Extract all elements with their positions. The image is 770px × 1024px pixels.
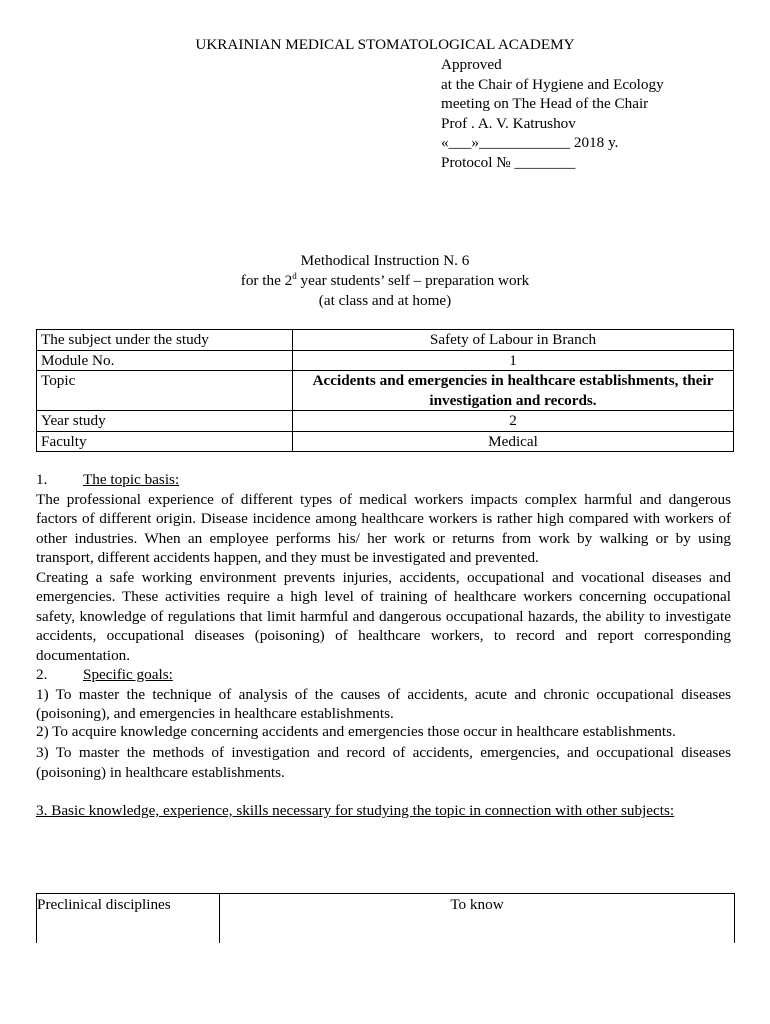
subject-info-table [36, 329, 734, 452]
approval-line: Approved [441, 56, 502, 73]
table-row [37, 350, 734, 371]
table-row [37, 371, 734, 411]
title-line-2 [0, 271, 770, 291]
academy-name: UKRAINIAN MEDICAL STOMATOLOGICAL ACADEMY [195, 36, 575, 53]
goal-item: 2) To acquire knowledge concerning accidents and emergencies those occur in healthcare establishments. [36, 722, 676, 740]
row-value: Safety of Labour in Branch [293, 330, 734, 351]
row-label: Year study [37, 411, 293, 432]
table-row [37, 431, 734, 452]
table-row [37, 330, 734, 351]
paragraph: Creating a safe working environment prevents injuries, accidents, occupational and vocational diseases and emergencies. These activities require a high level of training of healthcare workers concerning occupational safety, knowledge of regulations that limit harmful and dangerous occupational hazards, the ability to investigate accidents, occupational diseases (poisoning) of healthcare workers, to record and report corresponding documentation. [36, 568, 731, 664]
approval-line: at the Chair of Hygiene and Ecology [441, 75, 664, 93]
row-value: Medical [293, 431, 734, 452]
title-line-1: Methodical Instruction N. 6 [300, 252, 470, 269]
title-superscript: d [292, 271, 297, 281]
column-header: Preclinical disciplines [37, 894, 220, 944]
disciplines-table [36, 893, 735, 943]
goal-item: 3) To master the methods of investigation and record of accidents, emergencies, and occupational diseases (poisoning) in healthcare establishments. [36, 744, 731, 781]
approval-line: Protocol № ________ [441, 153, 576, 171]
table-row [37, 894, 735, 944]
goal-item: 1) To master the technique of analysis of the causes of accidents, acute and chronic occupational diseases (poisoning), and emergencies in healthcare establishments. [36, 685, 731, 722]
title-line-2-start: for the 2 [240, 272, 293, 289]
title-line-3: (at class and at home) [318, 292, 452, 309]
row-label: Topic [37, 371, 293, 411]
topic-value: Accidents and emergencies in healthcare establishments, their investigation and records. [293, 371, 734, 411]
approval-line: meeting on The Head of the Chair [441, 95, 649, 113]
section-2-heading [36, 665, 731, 685]
column-header: To know [220, 894, 735, 944]
row-label: Module No. [37, 350, 293, 371]
row-value: 2 [293, 411, 734, 432]
row-label: Faculty [37, 431, 293, 452]
paragraph: The professional experience of different types of medical workers impacts complex harmful and dangerous factors of different origin. Disease incidence among healthcare workers is rather high compared with workers of other industries. When an employee performs his/ her work or returns from work by walking or by using transport, different accidents happen, and they must be investigated and prevented. [36, 490, 731, 566]
document-body [36, 470, 731, 821]
section-title: The topic basis: [83, 471, 180, 488]
approval-line: Prof . A. V. Katrushov [441, 114, 576, 132]
section-3-heading: 3. Basic knowledge, experience, skills necessary for studying the topic in connection with other subjects: [36, 802, 675, 819]
section-number: 2. [36, 666, 48, 683]
instruction-title [0, 251, 770, 311]
approval-block [441, 55, 664, 173]
row-value: 1 [293, 350, 734, 371]
table-row [37, 411, 734, 432]
section-number: 1. [36, 471, 48, 488]
title-line-2-end: year students’ self – preparation work [296, 272, 530, 289]
section-title: Specific goals: [83, 666, 173, 683]
row-label: The subject under the study [37, 330, 293, 351]
section-1-heading [36, 470, 731, 490]
approval-line: «___»____________ 2018 y. [441, 134, 619, 152]
